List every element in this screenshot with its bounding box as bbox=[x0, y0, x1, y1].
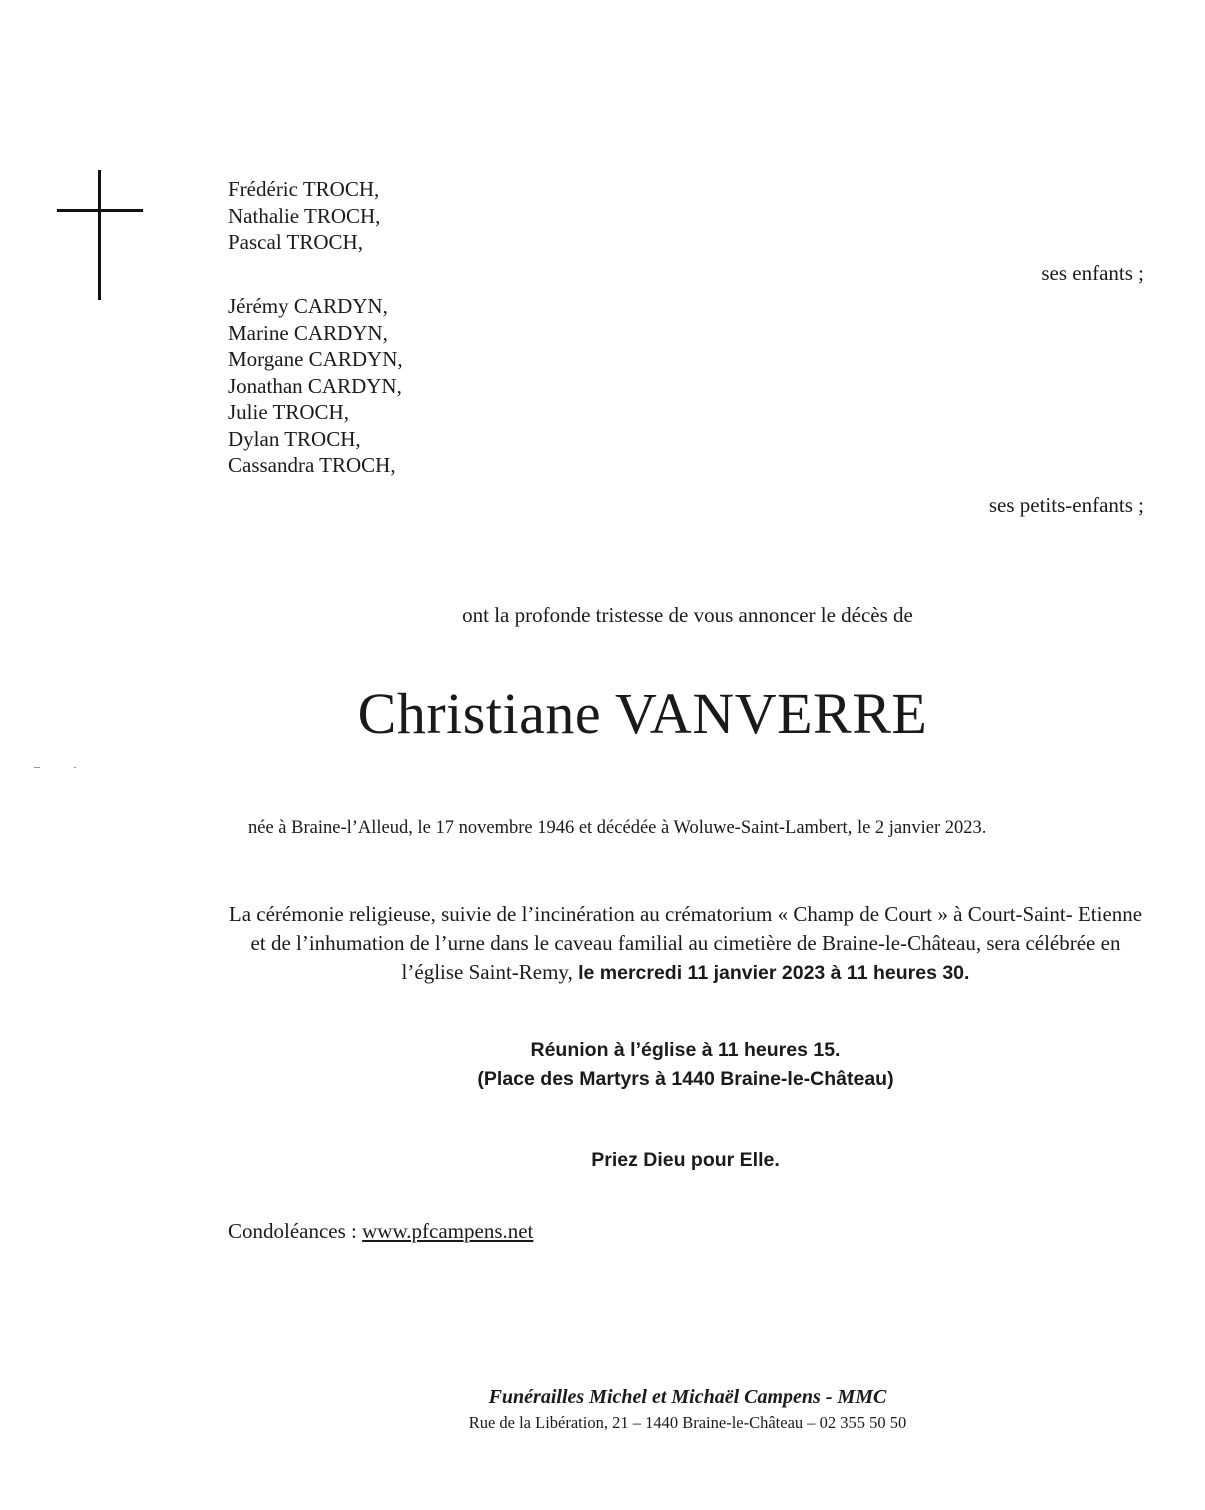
cross-icon bbox=[57, 170, 143, 300]
funeral-company: Funérailles Michel et Michaël Campens - MMC bbox=[488, 1386, 887, 1408]
footer bbox=[0, 1386, 1205, 1433]
ceremony-text: La cérémonie religieuse, suivie de l’incinération au crématorium « Champ de Court » à Court-Saint- Etienne et de l’inhumation de l’urne dans le caveau familial au cimetière de Braine-le-Château, sera célébrée en l’église Saint-Remy, bbox=[228, 902, 1143, 984]
funeral-address: Rue de la Libération, 21 – 1440 Braine-le-Château – 02 355 50 50 bbox=[468, 1413, 907, 1432]
list-item: Cassandra TROCH, bbox=[228, 453, 396, 477]
announcement: ont la profonde tristesse de vous annoncer le décès de bbox=[462, 603, 913, 627]
cross-horizontal-bar bbox=[57, 209, 143, 212]
condolences-link[interactable]: www.pfcampens.net bbox=[362, 1219, 534, 1243]
birth-death-info: née à Braine-l’Alleud, le 17 novembre 1946 et décédée à Woluwe-Saint-Lambert, le 2 janvier 2023. bbox=[248, 818, 987, 838]
condolences-label: Condoléances : bbox=[228, 1219, 357, 1243]
list-item: Frédéric TROCH, bbox=[228, 177, 380, 201]
cross-vertical-bar bbox=[98, 170, 101, 300]
list-item: Marine CARDYN, bbox=[228, 320, 388, 345]
children-relation: ses enfants ; bbox=[1041, 261, 1144, 285]
list-item: Pascal TROCH, bbox=[228, 230, 363, 254]
deceased-name: Christiane VANVERRE bbox=[357, 681, 928, 746]
list-item: Jérémy CARDYN, bbox=[228, 294, 388, 318]
meeting-info bbox=[228, 1036, 1143, 1094]
prayer: Priez Dieu pour Elle. bbox=[591, 1149, 780, 1171]
list-item: Dylan TROCH, bbox=[228, 426, 361, 451]
ceremony-details bbox=[228, 900, 1143, 988]
condolences bbox=[228, 1219, 533, 1244]
list-item: Morgane CARDYN, bbox=[228, 347, 403, 371]
grandchildren-relation: ses petits-enfants ; bbox=[988, 493, 1144, 517]
list-item: Nathalie TROCH, bbox=[228, 203, 381, 228]
scan-speck bbox=[34, 767, 40, 768]
grandchildren-list bbox=[228, 293, 403, 479]
ceremony-date-time: le mercredi 11 janvier 2023 à 11 heures 30. bbox=[578, 962, 970, 984]
meeting-time: Réunion à l’église à 11 heures 15. bbox=[530, 1039, 841, 1061]
children-list bbox=[228, 176, 380, 256]
scan-speck bbox=[74, 767, 76, 768]
list-item: Julie TROCH, bbox=[228, 400, 349, 424]
list-item: Jonathan CARDYN, bbox=[228, 373, 402, 398]
meeting-place: (Place des Martyrs à 1440 Braine-le-Château) bbox=[477, 1068, 894, 1090]
